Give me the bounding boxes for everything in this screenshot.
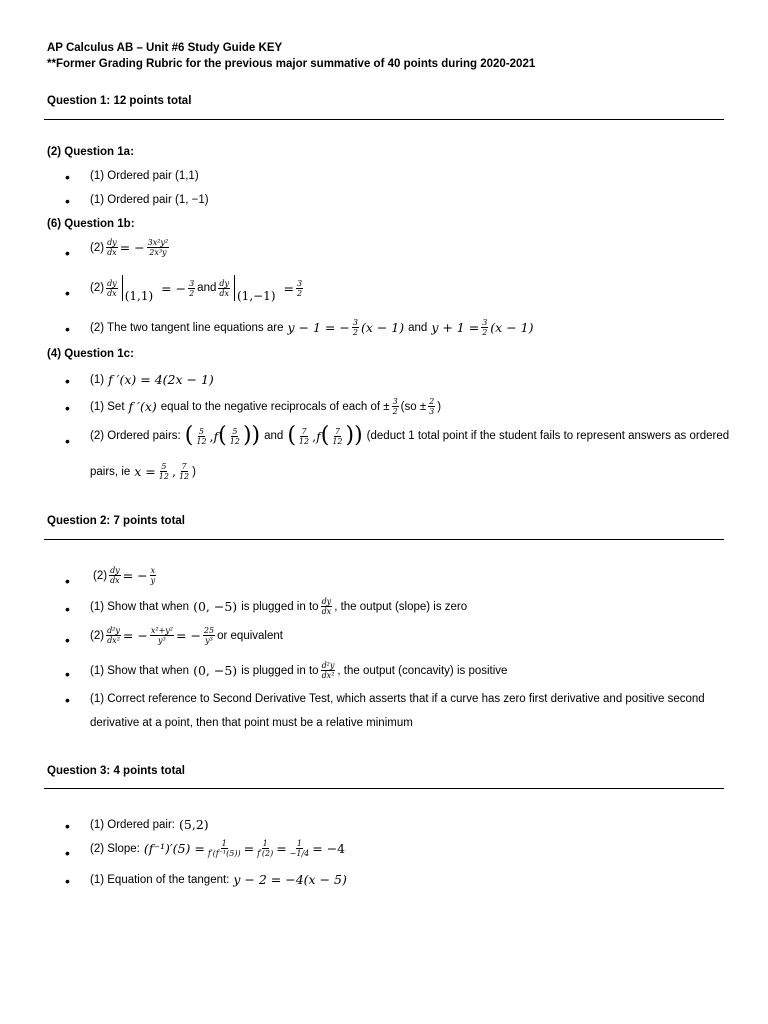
two-thirds-fraction: $\frac{2}{3}$: [429, 397, 435, 416]
q2-item3-eq2: = −: [176, 628, 201, 643]
q1c-item-3: (2) Ordered pairs: ( $\frac{5}{12}$ , f ( $\frac{5}{12}$ )) and ( $\frac{7}{12}$ , f ( $\frac{7}{12}$ )) (deduct 1 total point if the student fails to represent answers as ordered: [90, 423, 730, 448]
bullet: •: [65, 666, 70, 682]
bullet: •: [65, 169, 70, 185]
q1b-label: (6) Question 1b:: [47, 218, 135, 230]
q1b-item1-rhs: = −: [119, 240, 145, 255]
three-halves-fraction: $\frac{3}{2}$: [482, 318, 488, 337]
q2-item1-prefix: (2): [93, 569, 108, 582]
eval-point-1: (1,1): [124, 289, 154, 303]
d2y-dx2-fraction: $\frac{\text{d²y}}{\text{dx²}}$: [107, 626, 120, 645]
doc-subtitle: **Former Grading Rubric for the previous major summative of 40 points during 2020-2021: [47, 58, 536, 70]
q1c-label: (4) Question 1c:: [47, 348, 134, 360]
eval-point-2: (1,−1): [237, 289, 276, 303]
q2-item3-eq: = −: [122, 628, 148, 643]
q2-item4-math: (0, −5): [193, 663, 238, 678]
q2-item2-math: (0, −5): [193, 599, 238, 614]
bullet: •: [65, 873, 70, 889]
q3-item3-math: y − 2 = −4(x − 5): [233, 872, 347, 887]
q1c-item1-math: f ′(x) = 4(2x − 1): [108, 372, 214, 387]
q1a-item-2: (1) Ordered pair (1, −1): [90, 194, 209, 206]
three-halves-fraction: $\frac{3}{2}$: [352, 318, 358, 337]
q1c-item2-close: ): [437, 400, 442, 413]
q2-item2-mid: is plugged in to: [241, 600, 319, 613]
q2-item2-end: , the output (slope) is zero: [334, 600, 468, 613]
dy-dx-fraction: $\frac{dy}{dx}$: [219, 278, 229, 298]
bullet: •: [65, 818, 70, 834]
q3-item1-math: (5,2): [179, 817, 209, 832]
q1b-item2-val1: = −: [161, 280, 187, 296]
evaluation-bar: [122, 275, 123, 301]
q2-item4-mid: is plugged in to: [241, 664, 319, 677]
q2-title: Question 2: 7 points total: [47, 515, 186, 527]
q3-rule: [44, 788, 724, 789]
q1c-item-2: [90, 397, 441, 416]
q1b-item-2: [90, 275, 305, 301]
q3-title: Question 3: 4 points total: [47, 765, 186, 777]
q2-item1-rhs: = −: [122, 568, 148, 583]
evaluation-bar: [234, 275, 235, 301]
q3-item3-text: (1) Equation of the tangent:: [90, 873, 230, 886]
q1b-item1-prefix: (2): [90, 241, 105, 254]
bullet: •: [65, 193, 70, 209]
q2-item-3: [90, 626, 283, 645]
q1b-fraction: $\frac{\text{3x²y²}}{\text{2x³y}}$: [147, 238, 169, 257]
q2-item-2: [90, 597, 467, 616]
q3-item2-end: = −4: [312, 841, 346, 856]
q2-item-1: [93, 566, 158, 585]
q3-fraction-2: $\frac{1}{f'(2)}$: [257, 839, 274, 858]
tangent-eq-2b: (x − 1): [490, 320, 534, 335]
q2-item2-text: (1) Show that when: [90, 600, 190, 613]
q2-item-5-line2: derivative at a point, then that point must be a relative minimum: [90, 717, 413, 729]
bullet: •: [65, 845, 70, 861]
q1c-item-3-line2: pairs, ie x = $\frac{5}{12}$ , $\frac{7}{12}$ ): [90, 462, 196, 481]
q1c-item-1: [90, 372, 214, 387]
q1b-item3-text: (2) The two tangent line equations are: [90, 321, 284, 334]
bullet: •: [65, 245, 70, 261]
dy-dx-fraction: $\frac{dy}{dx}$: [110, 566, 120, 585]
bullet: •: [65, 400, 70, 416]
q1b-item2-prefix: (2): [90, 282, 105, 294]
q3-item2-text: (2) Slope:: [90, 842, 140, 855]
q2-rule: [44, 539, 724, 540]
q1c-item3-line2: pairs, ie: [90, 465, 131, 478]
q1a-label: (2) Question 1a:: [47, 146, 134, 158]
q1b-item-3: [90, 318, 533, 337]
q1b-item3-and: and: [408, 321, 428, 334]
d2y-dx2-fraction: $\frac{\text{d²y}}{\text{dx²}}$: [321, 661, 335, 680]
q3-item-1: [90, 817, 209, 832]
q1c-item3-note: (deduct 1 total point if the student fails to represent answers as ordered: [366, 430, 730, 442]
q1-title: Question 1: 12 points total: [47, 95, 192, 107]
bullet: •: [65, 692, 70, 708]
q1c-item2-math: f ′(x): [128, 399, 157, 414]
bullet: •: [65, 573, 70, 589]
q1b-item-1: [90, 238, 171, 257]
q1c-item2-rest: equal to the negative reciprocals of each of ±: [160, 400, 390, 413]
q3-fraction-3: $\frac{1}{-1/4}$: [289, 839, 310, 858]
q1c-item1-prefix: (1): [90, 373, 105, 386]
bullet: •: [65, 373, 70, 389]
bullet: •: [65, 632, 70, 648]
q1a-item-1: (1) Ordered pair (1,1): [90, 170, 199, 182]
q2-fraction-2: $\frac{25}{\text{y³}}$: [203, 626, 215, 645]
bullet: •: [65, 321, 70, 337]
q1c-item3-and: and: [264, 430, 284, 442]
dy-dx-fraction: $\frac{dy}{dx}$: [321, 597, 332, 616]
q1b-item2-and: and: [197, 282, 217, 294]
q1c-item3-line2-math: x =: [134, 464, 156, 479]
q2-item3-prefix: (2): [90, 629, 105, 642]
q2-item4-text: (1) Show that when: [90, 664, 190, 677]
q2-fraction-1: $\frac{\text{x²+y²}}{\text{y³}}$: [150, 626, 173, 645]
q3-item2-math: (f⁻¹)′(5) =: [143, 841, 205, 856]
tangent-eq-2: y + 1 =: [431, 320, 480, 335]
q2-item4-end: , the output (concavity) is positive: [337, 664, 508, 677]
q1c-item2-text: (1) Set: [90, 400, 125, 413]
three-halves-fraction: $\frac{3}{2}$: [392, 397, 398, 416]
tangent-eq-1: y − 1 = −: [287, 320, 350, 335]
bullet: •: [65, 601, 70, 617]
q2-item-4: [90, 661, 507, 680]
x-over-y-fraction: $\frac{x}{y}$: [150, 566, 156, 585]
dy-dx-fraction: $\frac{dy}{dx}$: [107, 278, 117, 298]
bullet: •: [65, 433, 70, 449]
q2-item-5: (1) Correct reference to Second Derivative Test, which asserts that if a curve has zero first derivative and positive second: [90, 693, 705, 705]
q1-rule: [44, 119, 724, 120]
q3-item-2: (2) Slope: (f⁻¹)′(5) = $\frac{1}{\text{f′(f⁻¹(5))}}$ = $\frac{1}{f'(2)}$ = $\frac{1}{-1/4}$ = −4: [90, 839, 346, 858]
q2-item3-end: or equivalent: [217, 629, 283, 642]
q3-fraction-1: $\frac{1}{\text{f′(f⁻¹(5))}}$: [207, 839, 241, 858]
three-halves-fraction: $\frac{3}{2}$: [297, 278, 303, 298]
q1c-item3-text: (2) Ordered pairs:: [90, 430, 181, 442]
q1b-item2-val2: =: [283, 280, 294, 296]
tangent-eq-1b: (x − 1): [360, 320, 405, 335]
bullet: •: [65, 285, 70, 301]
q3-item1-text: (1) Ordered pair:: [90, 818, 176, 831]
q1c-item2-so: (so ±: [400, 400, 427, 413]
doc-title: AP Calculus AB – Unit #6 Study Guide KEY: [47, 42, 283, 54]
three-halves-fraction: $\frac{3}{2}$: [189, 278, 195, 298]
dy-dx-fraction: $\frac{dy}{dx}$: [107, 238, 117, 257]
q3-item-3: [90, 872, 347, 887]
